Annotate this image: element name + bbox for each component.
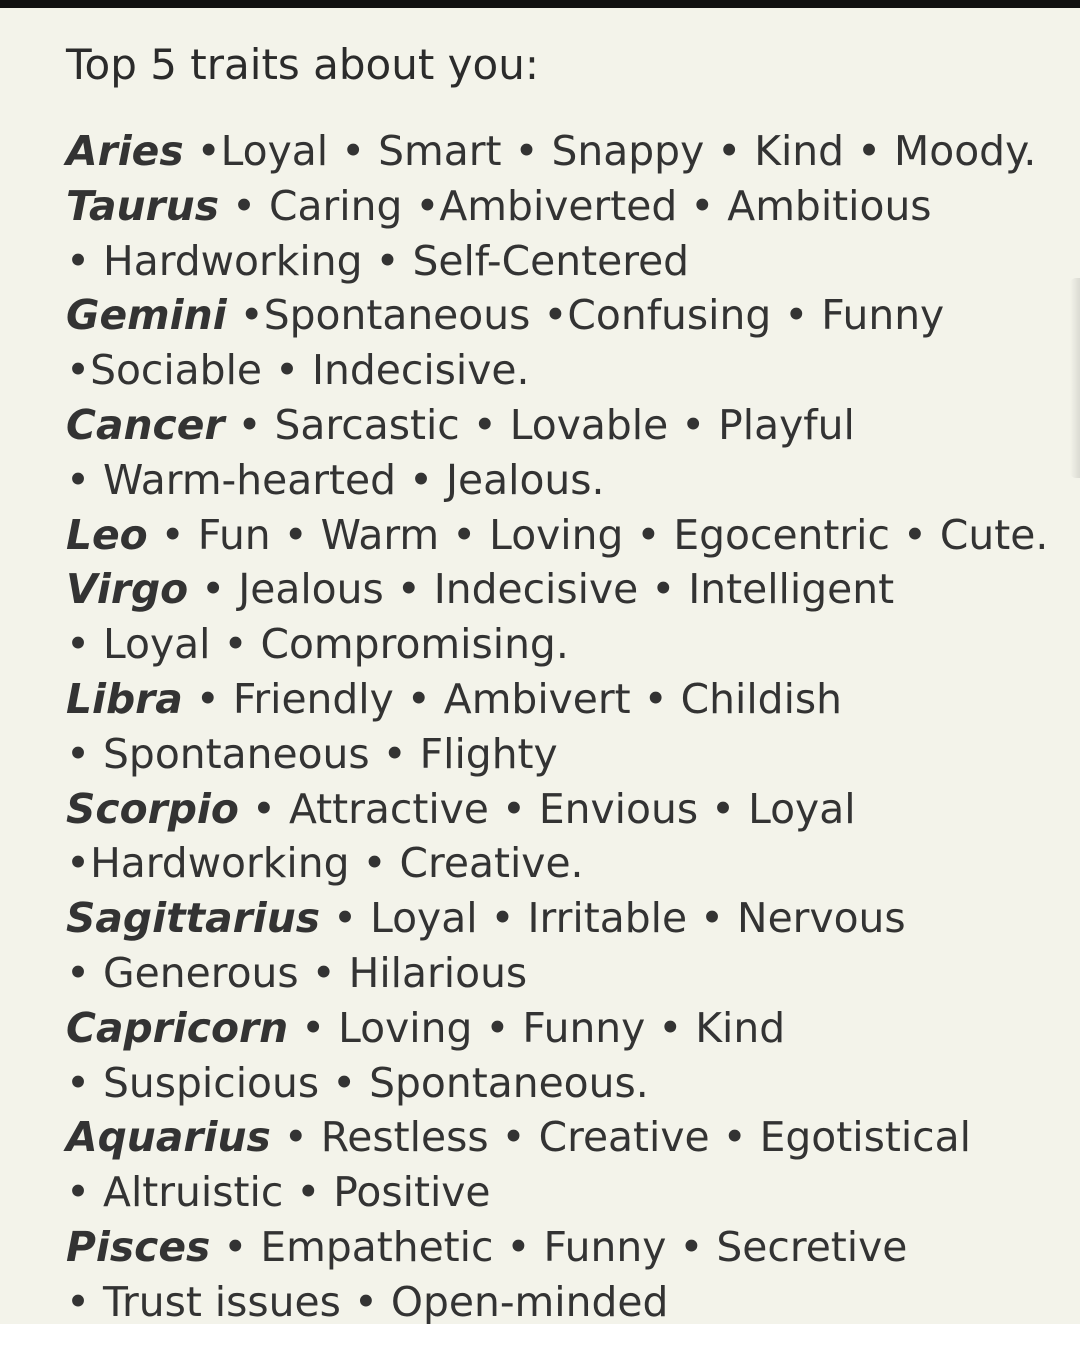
trait-line	[66, 562, 1076, 617]
traits-text: • Caring •Ambiverted • Ambitious	[219, 181, 932, 230]
trait-line	[66, 124, 1076, 179]
trait-line	[66, 179, 1076, 234]
traits-text: • Hardworking • Self-Centered	[66, 236, 690, 285]
trait-line	[66, 288, 1076, 343]
trait-line	[66, 508, 1076, 563]
trait-line	[66, 1001, 1076, 1056]
traits-text: • Warm-hearted • Jealous.	[66, 455, 605, 504]
zodiac-sign-label: Taurus	[66, 181, 220, 230]
page-title: Top 5 traits about you:	[66, 40, 539, 89]
zodiac-sign-label: Pisces	[66, 1222, 211, 1271]
zodiac-sign-label: Scorpio	[66, 784, 239, 833]
zodiac-sign-label: Capricorn	[66, 1003, 289, 1052]
traits-text: • Sarcastic • Lovable • Playful	[224, 400, 855, 449]
trait-line	[66, 891, 1076, 946]
trait-line	[66, 672, 1076, 727]
trait-line	[66, 1165, 1076, 1220]
trait-line	[66, 782, 1076, 837]
traits-text: •Sociable • Indecisive.	[66, 346, 530, 395]
zodiac-sign-label: Cancer	[66, 400, 225, 449]
trait-line	[66, 234, 1076, 289]
traits-text: • Friendly • Ambivert • Childish	[182, 674, 843, 723]
trait-line	[66, 453, 1076, 508]
traits-text: • Attractive • Envious • Loyal	[238, 784, 856, 833]
trait-line	[66, 398, 1076, 453]
traits-text: • Suspicious • Spontaneous.	[66, 1058, 649, 1107]
traits-text: • Generous • Hilarious	[66, 948, 528, 997]
trait-line	[66, 946, 1076, 1001]
zodiac-sign-label: Aquarius	[66, 1113, 271, 1162]
top-border	[0, 0, 1080, 8]
trait-line	[66, 617, 1076, 672]
trait-line	[66, 343, 1076, 398]
traits-text: • Trust issues • Open-minded	[66, 1277, 669, 1324]
bottom-margin	[0, 1324, 1080, 1350]
trait-line	[66, 727, 1076, 782]
trait-line	[66, 1110, 1076, 1165]
traits-text: • Restless • Creative • Egotistical	[270, 1113, 971, 1162]
traits-card	[0, 8, 1080, 1324]
zodiac-sign-label: Leo	[66, 510, 148, 559]
zodiac-sign-label: Virgo	[66, 565, 189, 614]
traits-text: •Spontaneous •Confusing • Funny	[226, 291, 945, 340]
zodiac-sign-label: Gemini	[66, 291, 227, 340]
traits-text: • Altruistic • Positive	[66, 1168, 491, 1217]
traits-text: • Loyal • Irritable • Nervous	[320, 894, 906, 943]
traits-text: • Loyal • Compromising.	[66, 620, 569, 669]
trait-line	[66, 1220, 1076, 1275]
traits-list	[66, 124, 1076, 1324]
traits-text: •Loyal • Smart • Snappy • Kind • Moody.	[183, 127, 1037, 175]
trait-line	[66, 1056, 1076, 1111]
zodiac-sign-label: Aries	[66, 127, 184, 175]
traits-text: • Jealous • Indecisive • Intelligent	[188, 565, 895, 614]
trait-line	[66, 1275, 1076, 1324]
traits-text: • Fun • Warm • Loving • Egocentric • Cute.	[147, 510, 1049, 559]
traits-text: • Loving • Funny • Kind	[288, 1003, 786, 1052]
traits-text: •Hardworking • Creative.	[66, 839, 584, 888]
traits-text: • Empathetic • Funny • Secretive	[210, 1222, 908, 1271]
zodiac-sign-label: Sagittarius	[66, 894, 321, 943]
trait-line	[66, 836, 1076, 891]
zodiac-sign-label: Libra	[66, 674, 183, 723]
traits-text: • Spontaneous • Flighty	[66, 729, 558, 778]
